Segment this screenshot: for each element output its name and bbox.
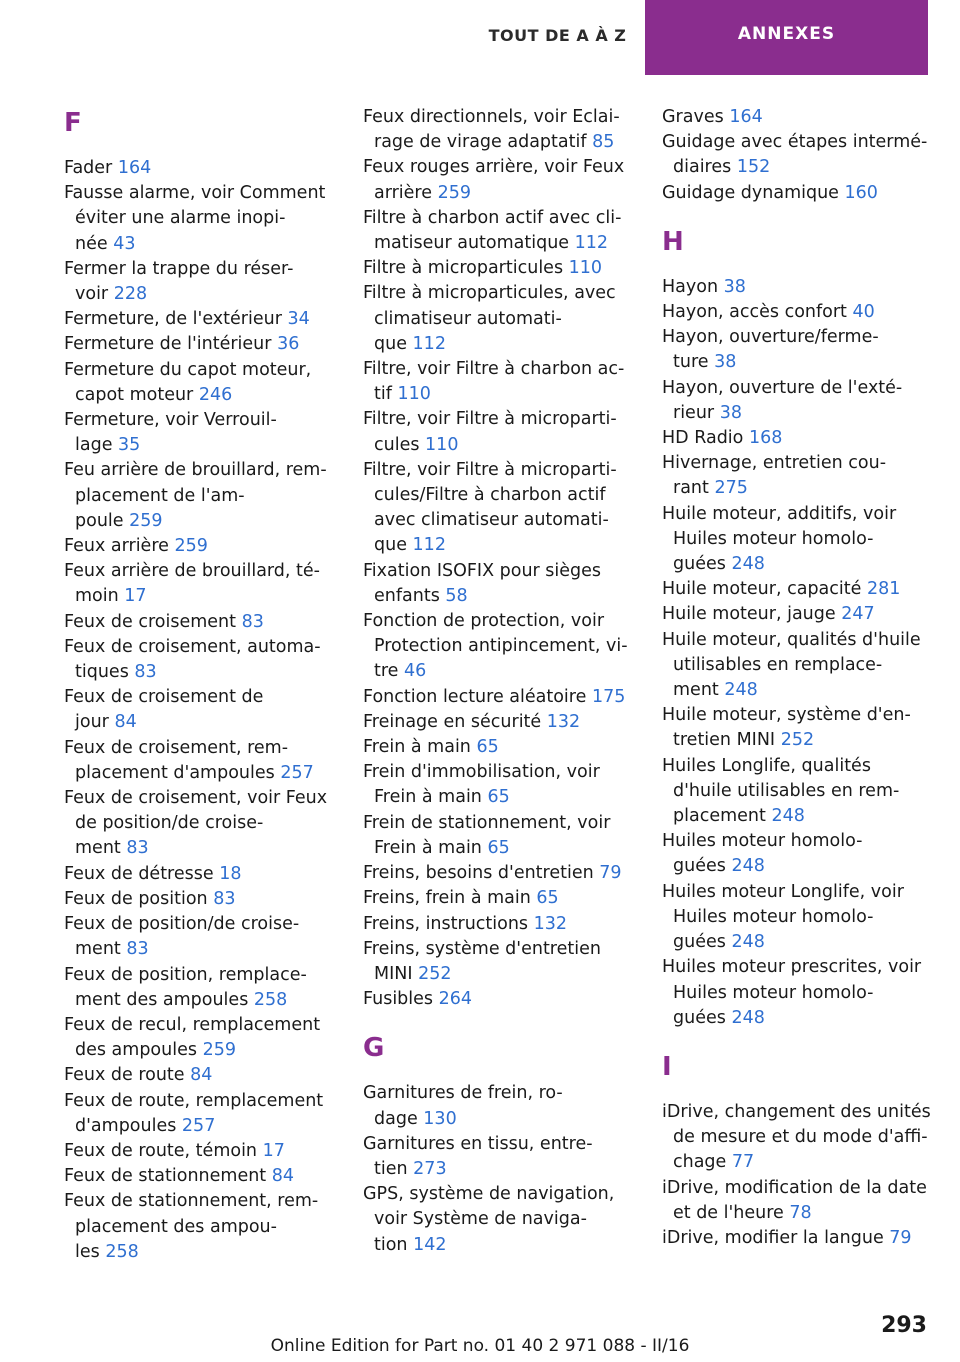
index-entry xyxy=(363,735,643,760)
index-entry-text: Feux de croisement xyxy=(64,611,236,632)
index-entry-text: Feux rouges arrière, voir Feux arrière xyxy=(363,157,625,203)
page-reference-link[interactable]: 175 xyxy=(591,686,626,707)
page-reference-link[interactable]: 85 xyxy=(592,132,615,153)
index-entry-text: Feux de stationnement xyxy=(64,1166,267,1187)
page-reference-link[interactable]: 40 xyxy=(852,302,875,323)
page-reference-link[interactable]: 228 xyxy=(113,284,148,305)
index-entry xyxy=(662,181,942,206)
index-entry xyxy=(662,754,942,830)
index-entry-text: Hayon, ouverture de l'exté- rieur xyxy=(662,377,903,423)
index-entry xyxy=(363,1081,643,1131)
index-entry xyxy=(64,1189,344,1265)
page-reference-link[interactable]: 130 xyxy=(423,1108,457,1129)
index-entry xyxy=(363,1182,643,1258)
index-entry xyxy=(662,703,942,753)
page-reference-link[interactable]: 132 xyxy=(533,913,568,934)
page-reference-link[interactable]: 83 xyxy=(126,838,149,859)
page-reference-link[interactable]: 246 xyxy=(198,384,233,405)
index-entry-text: iDrive, changement des unités de mesure et du mode d'affi- chage xyxy=(662,1101,931,1173)
page-reference-link[interactable]: 112 xyxy=(412,333,446,354)
page-reference-link[interactable]: 83 xyxy=(241,611,264,632)
page-reference-link[interactable]: 18 xyxy=(219,863,242,884)
page-reference-link[interactable]: 38 xyxy=(723,276,746,297)
page-reference-link[interactable]: 248 xyxy=(731,554,765,575)
page-reference-link[interactable]: 110 xyxy=(568,258,603,279)
page-reference-link[interactable]: 248 xyxy=(771,806,805,827)
index-entry-text: Fonction de protection, voir Protection antipincement, vi- tre xyxy=(363,611,628,682)
index-entry-text: Freinage en sécurité xyxy=(363,711,542,732)
index-entry-text: Huiles moteur homolo- guées xyxy=(662,831,863,877)
page-reference-link[interactable]: 259 xyxy=(129,510,163,531)
page-reference-link[interactable]: 257 xyxy=(280,762,314,783)
page-reference-link[interactable]: 110 xyxy=(425,434,459,455)
index-entry xyxy=(662,1176,942,1226)
index-entry xyxy=(662,955,942,1031)
page-reference-link[interactable]: 281 xyxy=(866,579,901,600)
index-entry xyxy=(662,628,942,704)
page-reference-link[interactable]: 84 xyxy=(190,1065,213,1086)
page-reference-link[interactable]: 152 xyxy=(736,157,771,178)
page-reference-link[interactable]: 79 xyxy=(599,863,622,884)
page-reference-link[interactable]: 78 xyxy=(789,1202,812,1223)
index-entry-text: Huile moteur, qualités d'huile utilisables en remplace- ment xyxy=(662,629,921,701)
page-reference-link[interactable]: 36 xyxy=(277,334,300,355)
index-entry xyxy=(363,559,643,609)
index-entry xyxy=(662,1100,942,1176)
index-entry-text: Filtre à charbon actif avec cli- matiseur automatique xyxy=(363,207,622,254)
index-entry xyxy=(662,426,942,451)
page-reference-link[interactable]: 58 xyxy=(445,585,468,606)
index-entry xyxy=(662,502,942,578)
index-entry xyxy=(64,1089,344,1139)
index-entry xyxy=(64,358,344,408)
index-entry xyxy=(363,458,643,559)
index-entry-text: Huile moteur, capacité xyxy=(662,579,862,600)
index-entry xyxy=(662,275,942,300)
page-reference-link[interactable]: 258 xyxy=(253,989,288,1010)
index-entry xyxy=(64,635,344,685)
index-entry-text: iDrive, modification de la date et de l'heure xyxy=(662,1177,927,1223)
index-entry-text: Feux de route, témoin xyxy=(64,1140,258,1161)
index-entry xyxy=(64,458,344,534)
index-entry-text: Guidage dynamique xyxy=(662,182,839,203)
index-entry-text: Feu arrière de brouillard, rem- placement de l'am- poule xyxy=(64,460,327,531)
page-reference-link[interactable]: 65 xyxy=(476,737,499,758)
index-entry xyxy=(662,1226,942,1251)
section-title: TOUT DE A À Z xyxy=(488,26,627,45)
page-reference-link[interactable]: 252 xyxy=(780,730,815,751)
index-entry xyxy=(363,1132,643,1182)
index-entry xyxy=(662,577,942,602)
index-entry xyxy=(64,610,344,635)
chapter-tab[interactable]: ANNEXES xyxy=(645,0,928,75)
index-entry xyxy=(363,811,643,861)
index-entry-text: GPS, système de navigation, voir Système de naviga- tion xyxy=(363,1184,615,1255)
page-reference-link[interactable]: 17 xyxy=(262,1140,285,1161)
index-entry xyxy=(363,256,643,281)
index-entry-text: Huiles Longlife, qualités d'huile utilisables en rem- placement xyxy=(662,755,900,827)
index-entry-text: Fonction lecture aléatoire xyxy=(363,686,587,707)
index-entry xyxy=(363,155,643,205)
index-entry-text: Freins, besoins d'entretien xyxy=(363,863,594,884)
index-entry-text: Huile moteur, additifs, voir Huiles moteur homolo- guées xyxy=(662,503,897,575)
page-reference-link[interactable]: 248 xyxy=(731,856,765,877)
index-entry xyxy=(363,886,643,911)
index-entry-text: Huile moteur, système d'en- tretien MINI xyxy=(662,705,911,751)
page-reference-link[interactable]: 79 xyxy=(889,1227,912,1248)
index-entry xyxy=(662,880,942,956)
page-reference-link[interactable]: 112 xyxy=(412,535,446,556)
page-reference-link[interactable]: 77 xyxy=(731,1152,755,1173)
index-entry-text: Fader xyxy=(64,158,113,178)
page-reference-link[interactable]: 84 xyxy=(114,712,137,733)
page-reference-link[interactable]: 38 xyxy=(714,352,737,373)
page-reference-link[interactable]: 83 xyxy=(126,939,149,960)
letter-heading: I xyxy=(662,1051,672,1082)
page-reference-link[interactable]: 65 xyxy=(487,787,510,808)
index-entry xyxy=(64,685,344,735)
index-entry xyxy=(64,1063,344,1088)
index-entry xyxy=(64,1013,344,1063)
page-reference-link[interactable]: 46 xyxy=(404,661,427,682)
index-entry xyxy=(64,963,344,1013)
index-entry xyxy=(363,937,643,987)
index-entry xyxy=(64,156,344,181)
page-reference-link[interactable]: 257 xyxy=(181,1115,216,1136)
index-entry-text: Freins, système d'entretien MINI xyxy=(363,938,601,984)
page-reference-link[interactable]: 247 xyxy=(841,604,875,625)
index-entry xyxy=(662,325,942,375)
index-entry xyxy=(64,257,344,307)
page-reference-link[interactable]: 132 xyxy=(546,711,581,732)
index-entry-text: Frein de stationnement, voir Frein à main xyxy=(363,812,611,858)
index-entry xyxy=(64,1164,344,1189)
index-entry xyxy=(363,357,643,407)
index-entry xyxy=(363,206,643,256)
page-reference-link[interactable]: 275 xyxy=(714,478,748,499)
index-entry-text: Filtre à microparticules, avec climatiseur automati- que xyxy=(363,283,616,354)
page-reference-link[interactable]: 164 xyxy=(729,107,763,127)
page-reference-link[interactable]: 83 xyxy=(134,662,157,683)
index-entry xyxy=(363,105,643,155)
index-entry xyxy=(363,987,643,1012)
index-entry xyxy=(64,736,344,786)
page-reference-link[interactable]: 248 xyxy=(731,932,765,953)
index-entry-text: Feux directionnels, voir Eclai- rage de virage adaptatif xyxy=(363,107,620,153)
page-reference-link[interactable]: 258 xyxy=(105,1241,139,1262)
index-entry xyxy=(64,1139,344,1164)
index-entry xyxy=(363,609,643,685)
index-entry xyxy=(64,912,344,962)
index-entry-text: Feux de croisement, voir Feux de position/de croise- ment xyxy=(64,788,328,859)
index-entry xyxy=(64,559,344,609)
page-reference-link[interactable]: 110 xyxy=(397,384,431,405)
index-entry-text: Fermeture, de l'extérieur xyxy=(64,309,282,330)
page-number: 293 xyxy=(881,1313,927,1338)
index-entry-text: Feux de croisement, rem- placement d'ampoules xyxy=(64,737,289,783)
page-reference-link[interactable]: 252 xyxy=(418,963,452,984)
index-entry-text: Freins, frein à main xyxy=(363,888,531,909)
index-entry xyxy=(64,332,344,357)
page-reference-link[interactable]: 259 xyxy=(174,536,208,557)
page-reference-link[interactable]: 34 xyxy=(287,309,310,330)
index-entry-text: Feux de position/de croise- ment xyxy=(64,914,300,960)
index-entry xyxy=(363,760,643,810)
page-reference-link[interactable]: 17 xyxy=(124,586,147,607)
index-entry xyxy=(662,376,942,426)
index-entry-text: Guidage avec étapes intermé- diaires xyxy=(662,132,928,178)
page-reference-link[interactable]: 273 xyxy=(413,1158,447,1179)
index-entry-text: Feux de position xyxy=(64,888,208,909)
index-entry-text: Hivernage, entretien cou- rant xyxy=(662,453,887,499)
page-reference-link[interactable]: 65 xyxy=(536,888,559,909)
index-entry xyxy=(64,534,344,559)
index-entry-text: Feux de croisement, automa- tiques xyxy=(64,636,321,683)
index-entry xyxy=(64,307,344,332)
page-reference-link[interactable]: 248 xyxy=(731,1007,765,1028)
page-reference-link[interactable]: 142 xyxy=(413,1234,447,1255)
index-entry-text: Feux de stationnement, rem- placement des ampou- les xyxy=(64,1191,319,1262)
index-entry-text: Feux de recul, remplacement des ampoules xyxy=(64,1014,321,1061)
index-entry xyxy=(363,685,643,710)
index-column-1 xyxy=(64,105,344,1265)
page-reference-link[interactable]: 83 xyxy=(213,888,236,909)
index-entry xyxy=(363,912,643,937)
index-entry-text: Freins, instructions xyxy=(363,913,529,934)
index-entry-text: Frein d'immobilisation, voir Frein à main xyxy=(363,762,600,808)
page-reference-link[interactable]: 35 xyxy=(118,435,141,456)
index-entry-text: Feux de croisement de jour xyxy=(64,687,264,733)
index-entry xyxy=(363,710,643,735)
index-entry-text: Feux de détresse xyxy=(64,863,214,884)
page-reference-link[interactable]: 38 xyxy=(719,402,742,423)
index-entry-text: Huiles moteur prescrites, voir Huiles moteur homolo- guées xyxy=(662,957,922,1028)
index-entry xyxy=(64,887,344,912)
edition-footer: Online Edition for Part no. 01 40 2 971 088 - II/16 xyxy=(270,1336,690,1356)
page-reference-link[interactable]: 65 xyxy=(487,837,510,858)
index-entry xyxy=(64,181,344,257)
index-entry xyxy=(662,829,942,879)
index-entry-text: Hayon, accès confort xyxy=(662,302,847,323)
index-entry xyxy=(662,300,942,325)
index-entry-text: Filtre, voir Filtre à microparti- cules/Filtre à charbon actif avec climatiseur automati- que xyxy=(363,459,617,556)
index-entry-text: Garnitures en tissu, entre- tien xyxy=(363,1133,593,1179)
index-entry-text: Fusibles xyxy=(363,989,434,1010)
index-entry-text: Frein à main xyxy=(363,737,471,758)
index-entry-text: Huile moteur, jauge xyxy=(662,604,836,625)
index-entry xyxy=(662,602,942,627)
page-reference-link[interactable]: 259 xyxy=(202,1040,236,1061)
index-entry-text: Filtre, voir Filtre à charbon ac- tif xyxy=(363,359,625,405)
page-reference-link[interactable]: 164 xyxy=(117,158,152,178)
index-entry xyxy=(363,281,643,357)
letter-heading: F xyxy=(64,108,82,138)
index-entry-text: Hayon xyxy=(662,276,719,297)
index-entry-text: Huiles moteur Longlife, voir Huiles moteur homolo- guées xyxy=(662,881,904,953)
index-entry-text: Garnitures de frein, ro- dage xyxy=(363,1083,563,1129)
index-entry-text: Fermeture, voir Verrouil- lage xyxy=(64,410,277,456)
index-entry xyxy=(363,861,643,886)
index-entry xyxy=(662,130,942,180)
index-entry xyxy=(64,862,344,887)
page-reference-link[interactable]: 259 xyxy=(437,182,471,203)
index-entry-text: HD Radio xyxy=(662,428,744,449)
index-entry-text: Feux arrière de brouillard, té- moin xyxy=(64,561,320,607)
page-reference-link[interactable]: 168 xyxy=(748,428,783,449)
letter-heading: G xyxy=(363,1033,385,1064)
index-column-2 xyxy=(363,105,643,1258)
index-entry-text: Fermer la trappe du réser- voir xyxy=(64,258,294,305)
index-entry-text: Fermeture de l'intérieur xyxy=(64,334,272,355)
index-entry xyxy=(64,786,344,862)
index-entry-text: Feux arrière xyxy=(64,536,169,557)
page-reference-link[interactable]: 264 xyxy=(438,989,473,1010)
index-entry xyxy=(662,105,942,130)
index-entry-text: Filtre à microparticules xyxy=(363,258,564,279)
index-entry-text: Fermeture du capot moteur, capot moteur xyxy=(64,359,312,405)
index-entry-text: Feux de route xyxy=(64,1065,185,1086)
index-entry-text: Graves xyxy=(662,107,724,127)
index-entry-text: Feux de position, remplace- ment des ampoules xyxy=(64,964,307,1010)
page-reference-link[interactable]: 112 xyxy=(574,233,609,254)
index-entry xyxy=(662,451,942,501)
index-entry-text: Hayon, ouverture/ferme- ture xyxy=(662,327,879,373)
letter-heading: H xyxy=(662,226,684,257)
index-entry-text: Fixation ISOFIX pour sièges enfants xyxy=(363,560,602,606)
page-reference-link[interactable]: 43 xyxy=(113,233,136,254)
page-reference-link[interactable]: 160 xyxy=(844,182,878,203)
index-entry-text: iDrive, modifier la langue xyxy=(662,1227,884,1248)
index-entry-text: Fausse alarme, voir Comment éviter une alarme inopi- née xyxy=(64,183,326,254)
index-entry-text: Filtre, voir Filtre à microparti- cules xyxy=(363,409,617,455)
index-column-3 xyxy=(662,105,942,1251)
index-entry xyxy=(363,407,643,457)
page-reference-link[interactable]: 84 xyxy=(271,1166,295,1187)
page-reference-link[interactable]: 248 xyxy=(724,680,758,701)
index-entry xyxy=(64,408,344,458)
index-entry-text: Feux de route, remplacement d'ampoules xyxy=(64,1090,324,1136)
